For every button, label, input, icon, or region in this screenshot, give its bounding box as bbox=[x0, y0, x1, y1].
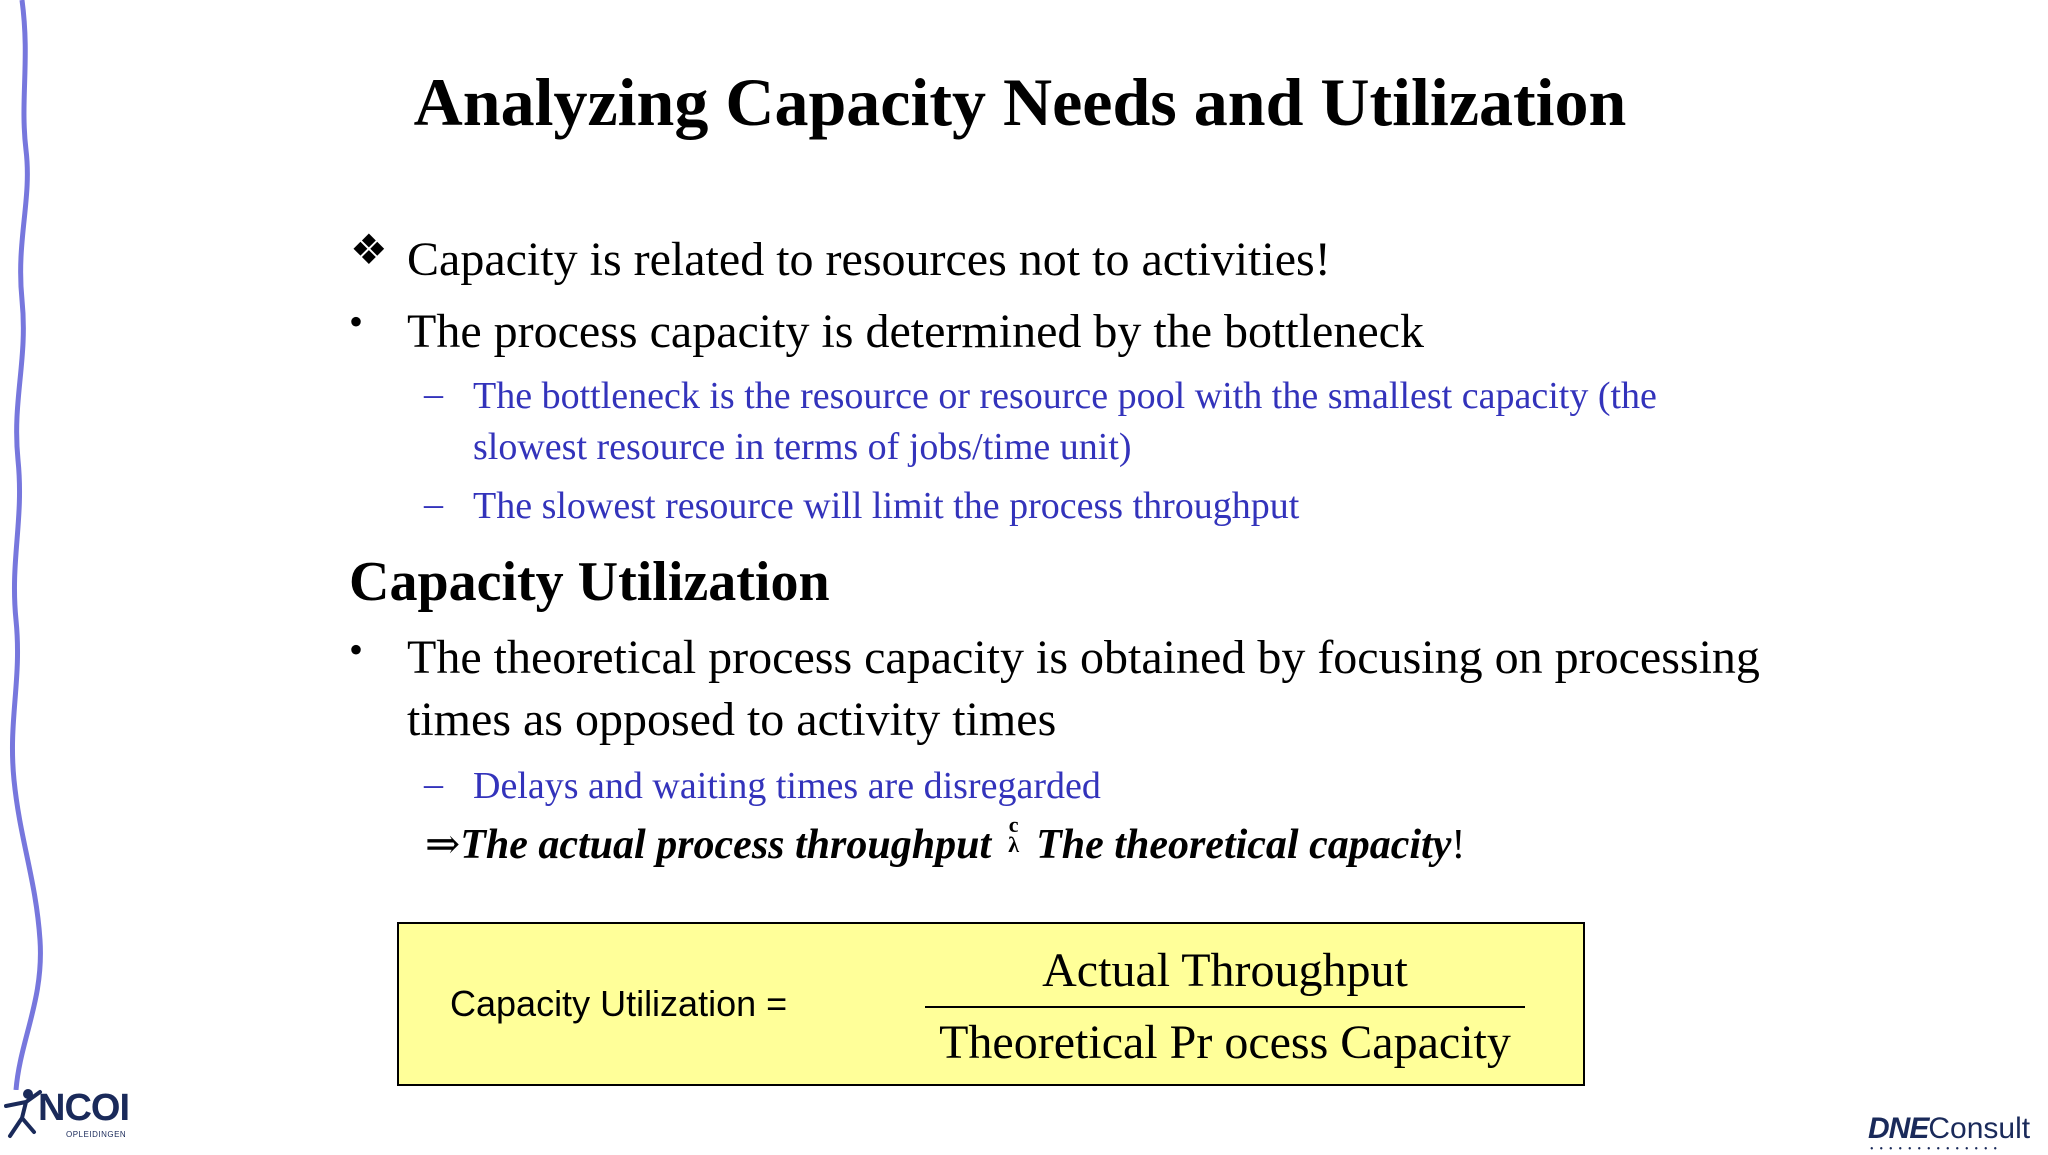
slide-title: Analyzing Capacity Needs and Utilization bbox=[413, 64, 1627, 140]
dash-bullet-icon: – bbox=[424, 483, 443, 525]
ncoi-logo-subtext: OPLEIDINGEN bbox=[66, 1130, 127, 1139]
conclusion-part2: The theoretical capacity bbox=[1036, 822, 1452, 868]
wavy-line-path bbox=[12, 0, 40, 1090]
less-or-equal-symbol bbox=[1002, 812, 1026, 857]
dne-logo-bold: DNE bbox=[1868, 1112, 1929, 1145]
dne-logo-light: Consult bbox=[1928, 1112, 2031, 1145]
sub-bullet-bottleneck-line2: slowest resource in terms of jobs/time unit) bbox=[473, 426, 1132, 468]
conclusion-line bbox=[425, 812, 1466, 872]
formula-numerator: Actual Throughput bbox=[1042, 944, 1408, 997]
bullet-theoretical-capacity-line1: The theoretical process capacity is obtained by focusing on processing bbox=[407, 631, 1760, 684]
decorative-wavy-line bbox=[0, 0, 60, 1090]
symbol-top: c bbox=[1008, 812, 1019, 837]
sub-bullet-slowest-resource: The slowest resource will limit the process throughput bbox=[473, 485, 1300, 527]
ncoi-logo-name: NCOI bbox=[38, 1087, 129, 1129]
bullet-process-capacity: The process capacity is determined by the bottleneck bbox=[407, 305, 1424, 358]
conclusion-end: ! bbox=[1451, 822, 1466, 868]
implies-arrow-icon: ⇒ bbox=[425, 822, 461, 868]
section-heading: Capacity Utilization bbox=[349, 551, 830, 613]
symbol-bottom: λ bbox=[1008, 832, 1020, 857]
dne-consult-logo bbox=[1868, 1112, 2048, 1155]
bullet-theoretical-capacity-line2: times as opposed to activity times bbox=[407, 693, 1057, 746]
conclusion-part1: The actual process throughput bbox=[460, 822, 992, 868]
dash-bullet-icon: – bbox=[424, 373, 443, 415]
sub-bullet-bottleneck-line1: The bottleneck is the resource or resource pool with the smallest capacity (the bbox=[473, 375, 1657, 417]
diamond-bullet-icon: ❖ bbox=[350, 228, 388, 274]
dash-bullet-icon: – bbox=[424, 763, 443, 805]
dne-dots-icon: •••••••••••••• bbox=[1870, 1144, 2004, 1155]
bullet-capacity-resources: Capacity is related to resources not to activities! bbox=[407, 233, 1331, 286]
formula-denominator: Theoretical Pr ocess Capacity bbox=[939, 1016, 1511, 1069]
formula-label: Capacity Utilization = bbox=[450, 983, 788, 1024]
ncoi-logo bbox=[0, 1082, 129, 1152]
fraction-bar bbox=[925, 1006, 1525, 1008]
bullet-dot-icon: • bbox=[349, 627, 364, 672]
bullet-dot-icon: • bbox=[349, 299, 364, 344]
sub-bullet-delays: Delays and waiting times are disregarded bbox=[473, 765, 1101, 807]
